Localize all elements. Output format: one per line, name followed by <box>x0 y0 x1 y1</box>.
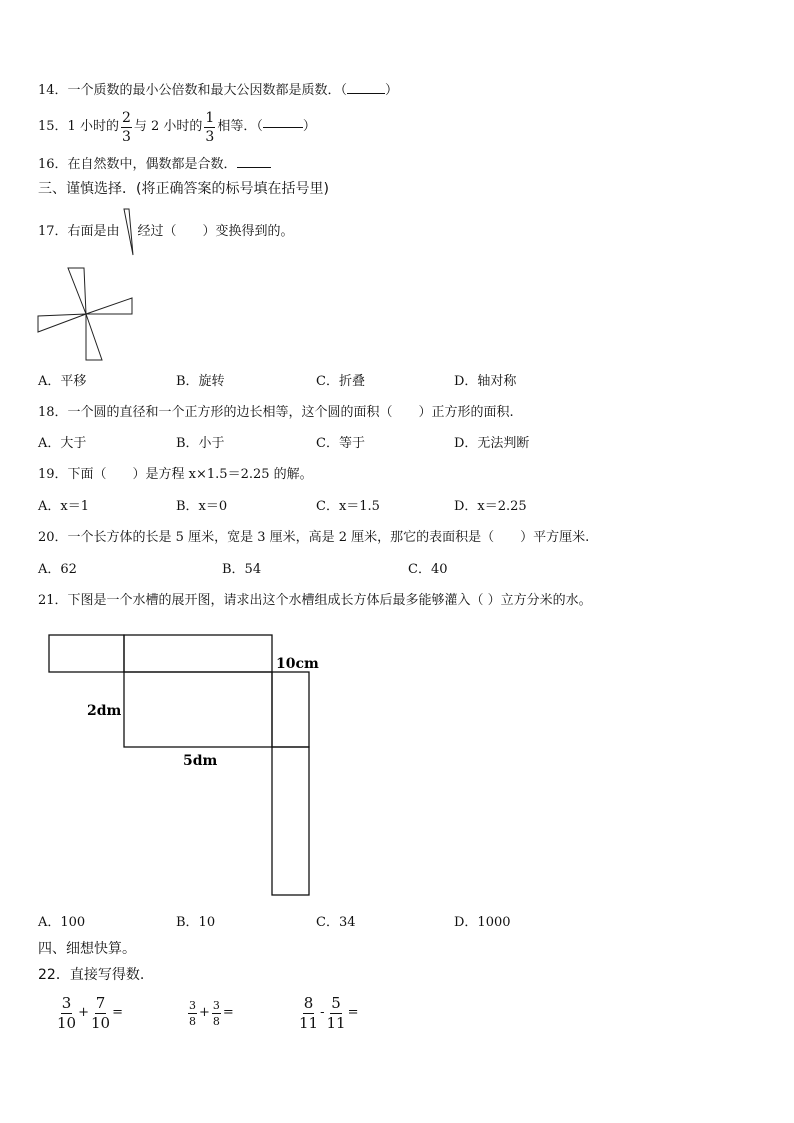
e3-equals: = <box>347 1005 359 1020</box>
q14-answer-blank[interactable] <box>347 93 385 94</box>
q14-text: 14．一个质数的最小公倍数和最大公因数都是质数．（ <box>38 83 348 98</box>
q15-text-a: 15．1 小时的 <box>38 119 119 134</box>
tank-net-diagram <box>0 620 340 910</box>
e2-fraction-b <box>212 1000 221 1027</box>
e2-a-denominator: 8 <box>189 1014 196 1028</box>
q19-option-c[interactable]: C．x＝1.5 <box>316 499 380 514</box>
e3-a-numerator: 8 <box>303 993 314 1012</box>
question-15 <box>38 109 316 145</box>
section-4-heading: 四、细想快算。 <box>38 941 136 957</box>
q19-option-d[interactable]: D．x＝2.25 <box>454 499 527 514</box>
q15-f1-denominator: 3 <box>121 128 131 145</box>
net-left-face <box>49 635 124 672</box>
q21-option-c[interactable]: C．34 <box>316 915 356 930</box>
label-width: 2dm <box>87 703 122 719</box>
q15-f1-numerator: 2 <box>121 109 131 126</box>
e1-operator: + <box>78 1005 89 1020</box>
q22-expression-2 <box>186 994 234 1032</box>
q18-option-a[interactable]: A．大于 <box>38 436 87 451</box>
e3-b-numerator: 5 <box>331 993 341 1012</box>
q19-option-a[interactable]: A．x＝1 <box>38 499 89 514</box>
e1-fraction-a <box>57 993 77 1032</box>
net-right-face <box>272 672 309 747</box>
q18-option-b[interactable]: B．小于 <box>176 436 225 451</box>
section-3-heading: 三、谨慎选择．(将正确答案的标号填在括号里) <box>38 181 329 197</box>
q21-option-d[interactable]: D．1000 <box>454 915 511 930</box>
triangle-shape-icon <box>120 207 138 257</box>
q17-text-a: 17．右面是由 <box>38 224 120 239</box>
e2-a-numerator: 3 <box>189 998 196 1012</box>
e2-b-numerator: 3 <box>212 998 220 1012</box>
q16-text: 16．在自然数中，偶数都是合数． <box>38 157 237 172</box>
e3-fraction-b <box>326 993 346 1032</box>
question-22-title: 22．直接写得数. <box>38 967 145 983</box>
q14-tail: ） <box>385 83 399 98</box>
e2-fraction-a <box>188 1000 197 1027</box>
question-14 <box>38 82 398 100</box>
q19-option-b[interactable]: B．x＝0 <box>176 499 228 514</box>
q15-text-c: 相等．（ <box>217 119 263 134</box>
q22-expression-3 <box>297 991 359 1035</box>
e3-fraction-a <box>299 993 319 1032</box>
q17-text-b: 经过（ ）变换得到的。 <box>137 224 294 239</box>
e1-a-denominator: 10 <box>57 1013 77 1032</box>
q20-option-b[interactable]: B．54 <box>222 562 262 577</box>
q15-fraction-1 <box>121 111 132 144</box>
q18-option-c[interactable]: C．等于 <box>316 436 365 451</box>
q21-option-a[interactable]: A．100 <box>38 915 86 930</box>
question-18: 18．一个圆的直径和一个正方形的边长相等，这个圆的面积（ ）正方形的面积. <box>38 405 514 420</box>
q15-fraction-2 <box>204 111 215 144</box>
label-length: 5dm <box>183 753 218 769</box>
e2-equals: = <box>222 1005 234 1020</box>
q17-option-b[interactable]: B．旋转 <box>176 374 225 389</box>
e1-equals: = <box>112 1005 123 1020</box>
pinwheel-figure <box>36 266 136 364</box>
q18-option-d[interactable]: D．无法判断 <box>454 436 530 451</box>
e1-b-denominator: 10 <box>91 1013 111 1032</box>
q20-option-a[interactable]: A．62 <box>38 562 77 577</box>
question-20: 20．一个长方体的长是 5 厘米，宽是 3 厘米，高是 2 厘米，那它的表面积是（ ）平方厘米. <box>38 530 590 545</box>
q21-option-b[interactable]: B．10 <box>176 915 216 930</box>
question-16 <box>38 156 271 174</box>
net-top-face <box>124 635 272 672</box>
q15-tail: ） <box>302 119 316 134</box>
q17-option-c[interactable]: C．折叠 <box>316 374 365 389</box>
e3-b-denominator: 11 <box>326 1013 346 1032</box>
e2-b-denominator: 8 <box>212 1014 220 1028</box>
q15-f2-numerator: 1 <box>205 109 215 126</box>
e3-a-denominator: 11 <box>299 1013 319 1032</box>
q22-expression-1 <box>55 991 123 1035</box>
question-17 <box>38 207 294 257</box>
e2-operator: + <box>199 1005 210 1020</box>
e1-a-numerator: 3 <box>61 993 72 1012</box>
net-bottom-face <box>272 747 309 895</box>
q16-answer-blank[interactable] <box>237 167 271 168</box>
q15-f2-denominator: 3 <box>205 128 215 145</box>
q17-option-a[interactable]: A．平移 <box>38 374 87 389</box>
label-height: 10cm <box>276 656 319 672</box>
net-base-face <box>124 672 272 747</box>
q15-text-b: 与 2 小时的 <box>133 119 203 134</box>
e1-fraction-b <box>91 993 111 1032</box>
q20-option-c[interactable]: C．40 <box>408 562 448 577</box>
q15-answer-blank[interactable] <box>263 127 303 128</box>
question-19: 19．下面（ ）是方程 x×1.5＝2.25 的解。 <box>38 467 313 482</box>
e1-b-numerator: 7 <box>95 993 106 1012</box>
q17-option-d[interactable]: D．轴对称 <box>454 374 517 389</box>
question-21: 21．下图是一个水槽的展开图，请求出这个水槽组成长方体后最多能够灌入（ ）立方分米的水。 <box>38 593 592 608</box>
e3-operator: - <box>320 1005 325 1020</box>
